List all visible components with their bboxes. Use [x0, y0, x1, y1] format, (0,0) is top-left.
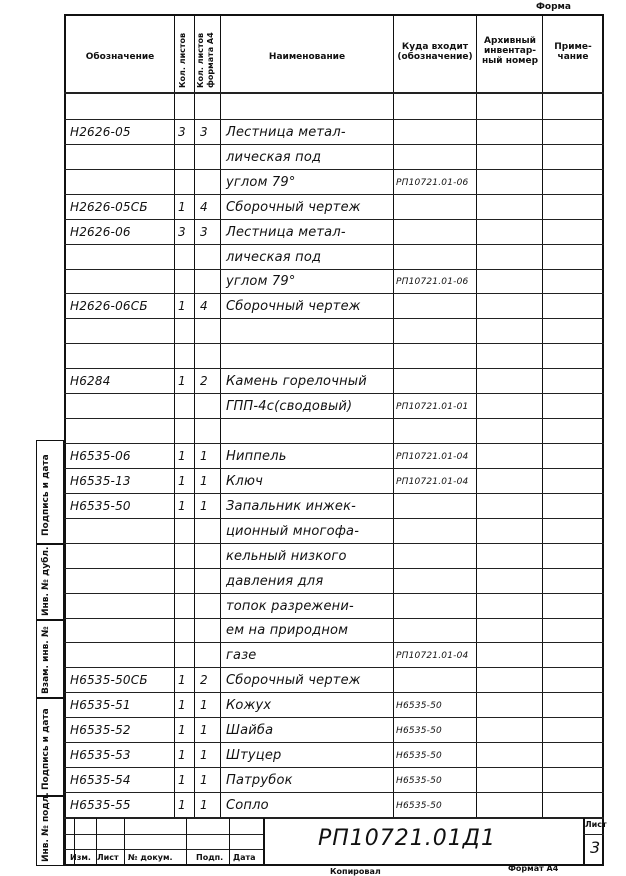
- cell-q2: 4: [200, 299, 208, 313]
- cell-q1: 1: [178, 773, 186, 787]
- forma-label: Форма: [536, 2, 571, 12]
- cell-name: Штуцер: [226, 748, 282, 763]
- cell-designation: Н6535-13: [70, 474, 131, 488]
- side-label-podp-data-2: Подпись и дата: [41, 708, 51, 790]
- cell-q2: 1: [200, 798, 208, 812]
- cell-q2: 1: [200, 698, 208, 712]
- cell-designation: Н2626-05: [70, 125, 131, 139]
- cell-q2: 1: [200, 723, 208, 737]
- header-qty-a4: Кол. листов формата А4: [196, 32, 215, 88]
- header-where-used: Куда входит (обозначение): [397, 42, 473, 62]
- cell-name: Сборочный чертеж: [226, 299, 361, 314]
- cell-designation: Н6284: [70, 374, 111, 388]
- cell-name: Кожух: [226, 698, 272, 713]
- cell-name: Лестница метал-: [226, 125, 346, 140]
- cell-where: РП10721.01-04: [396, 477, 469, 487]
- side-label-podp-data-1: Подпись и дата: [41, 454, 51, 536]
- cell-name: ционный многофа-: [226, 524, 360, 539]
- row-line: [64, 169, 604, 170]
- cell-name: углом 79°: [226, 274, 296, 289]
- side-label-vzam-inv: Взам. инв. №: [41, 626, 51, 694]
- cell-name: Лестница метал-: [226, 225, 346, 240]
- row-line: [64, 692, 604, 693]
- row-line: [64, 667, 604, 668]
- tb-izm-label: Изм.: [70, 853, 91, 862]
- cell-q1: 1: [178, 748, 186, 762]
- row-line: [64, 642, 604, 643]
- spec-sheet-frame: [64, 14, 604, 866]
- tb-sheet-sep: [583, 834, 604, 835]
- tb-data-label: Дата: [233, 853, 256, 862]
- footer-format: Формат А4: [508, 864, 559, 873]
- header-qty-sheets: Кол. листов: [178, 32, 187, 88]
- cell-designation: Н6535-54: [70, 773, 131, 787]
- tb-col-4: [186, 818, 187, 866]
- side-label-inv-dubl: Инв. № дубл.: [41, 546, 51, 616]
- cell-name: ГПП-4с(сводовый): [226, 399, 353, 414]
- cell-where: РП10721.01-01: [396, 402, 469, 412]
- cell-designation: Н6535-50СБ: [70, 673, 148, 687]
- cell-name: давления для: [226, 574, 324, 589]
- cell-q2: 4: [200, 200, 208, 214]
- cell-name: топок разрежени-: [226, 599, 354, 614]
- cell-where: РП10721.01-06: [396, 178, 469, 188]
- cell-where: Н6535-50: [396, 801, 442, 811]
- cell-name: Сопло: [226, 798, 269, 813]
- row-line: [64, 418, 604, 419]
- cell-designation: Н6535-55: [70, 798, 131, 812]
- cell-designation: Н2626-06: [70, 225, 131, 239]
- col-divider-qty1: [174, 15, 175, 817]
- cell-name: Сборочный чертеж: [226, 200, 361, 215]
- col-divider-name: [220, 15, 221, 817]
- header-separator: [64, 92, 604, 94]
- row-line: [64, 269, 604, 270]
- cell-designation: Н6535-52: [70, 723, 131, 737]
- row-line: [64, 792, 604, 793]
- cell-where: РП10721.01-04: [396, 452, 469, 462]
- cell-name: Ниппель: [226, 449, 287, 464]
- cell-q2: 1: [200, 748, 208, 762]
- cell-q2: 1: [200, 499, 208, 513]
- col-divider-archive: [476, 15, 477, 817]
- row-line: [64, 244, 604, 245]
- cell-where: РП10721.01-04: [396, 651, 469, 661]
- cell-designation: Н6535-50: [70, 499, 131, 513]
- cell-q1: 1: [178, 698, 186, 712]
- title-block-top: [64, 817, 604, 819]
- row-line: [64, 393, 604, 394]
- row-line: [64, 618, 604, 619]
- title-block-row-3: [64, 849, 264, 850]
- row-line: [64, 593, 604, 594]
- cell-name: ем на природном: [226, 623, 349, 638]
- row-line: [64, 119, 604, 120]
- cell-designation: Н6535-51: [70, 698, 131, 712]
- cell-q1: 1: [178, 200, 186, 214]
- cell-q1: 1: [178, 374, 186, 388]
- cell-name: Сборочный чертеж: [226, 673, 361, 688]
- cell-name: Ключ: [226, 474, 263, 489]
- cell-name: газе: [226, 648, 257, 663]
- cell-q2: 2: [200, 374, 208, 388]
- tb-col-5: [229, 818, 230, 866]
- cell-designation: Н2626-06СБ: [70, 299, 148, 313]
- side-label-inv-podl: Инв. № подл.: [41, 792, 51, 862]
- cell-name: Камень горелочный: [226, 374, 367, 389]
- cell-name: лическая под: [226, 150, 322, 165]
- row-line: [64, 293, 604, 294]
- tb-list-label: Лист: [97, 853, 119, 862]
- header-designation: Обозначение: [85, 52, 155, 62]
- header-note: Приме-чание: [554, 42, 592, 62]
- row-line: [64, 343, 604, 344]
- tb-col-3: [124, 818, 125, 866]
- title-block-row-2: [64, 834, 264, 835]
- cell-where: Н6535-50: [396, 701, 442, 711]
- cell-name: кельный низкого: [226, 549, 347, 564]
- row-line: [64, 543, 604, 544]
- row-line: [64, 742, 604, 743]
- tb-sheet-label: Лист: [585, 820, 607, 829]
- cell-q1: 3: [178, 125, 186, 139]
- cell-q2: 3: [200, 225, 208, 239]
- cell-q2: 1: [200, 773, 208, 787]
- cell-name: углом 79°: [226, 175, 296, 190]
- header-archive: Архивный инвентар-ный номер: [481, 36, 539, 66]
- cell-q1: 1: [178, 798, 186, 812]
- cell-name: Шайба: [226, 723, 274, 738]
- cell-q2: 1: [200, 474, 208, 488]
- col-divider-note: [542, 15, 543, 817]
- cell-designation: Н2626-05СБ: [70, 200, 148, 214]
- cell-where: Н6535-50: [396, 726, 442, 736]
- row-line: [64, 194, 604, 195]
- cell-where: Н6535-50: [396, 751, 442, 761]
- cell-q1: 1: [178, 499, 186, 513]
- tb-podp-label: Подп.: [196, 853, 224, 862]
- row-line: [64, 767, 604, 768]
- row-line: [64, 493, 604, 494]
- footer-copied: Копировал: [330, 867, 381, 876]
- cell-where: РП10721.01-06: [396, 277, 469, 287]
- cell-q2: 3: [200, 125, 208, 139]
- tb-col-6: [263, 818, 265, 866]
- cell-name: Запальник инжек-: [226, 499, 357, 514]
- col-divider-where: [393, 15, 394, 817]
- cell-designation: Н6535-53: [70, 748, 131, 762]
- sheet-number: 3: [590, 838, 601, 857]
- row-line: [64, 443, 604, 444]
- cell-where: Н6535-50: [396, 776, 442, 786]
- document-number: РП10721.01Д1: [318, 826, 496, 851]
- col-divider-qty2: [194, 15, 195, 817]
- row-line: [64, 318, 604, 319]
- cell-designation: Н6535-06: [70, 449, 131, 463]
- row-line: [64, 468, 604, 469]
- header-name: Наименование: [268, 52, 346, 62]
- cell-name: Патрубок: [226, 773, 293, 788]
- row-line: [64, 368, 604, 369]
- tb-ndokum-label: № докум.: [128, 853, 173, 862]
- cell-q1: 1: [178, 449, 186, 463]
- row-line: [64, 717, 604, 718]
- row-line: [64, 219, 604, 220]
- cell-q1: 1: [178, 474, 186, 488]
- cell-q1: 1: [178, 299, 186, 313]
- cell-q1: 3: [178, 225, 186, 239]
- cell-q1: 1: [178, 723, 186, 737]
- cell-q2: 2: [200, 673, 208, 687]
- cell-q2: 1: [200, 449, 208, 463]
- row-line: [64, 518, 604, 519]
- row-line: [64, 568, 604, 569]
- cell-name: лическая под: [226, 250, 322, 265]
- row-line: [64, 144, 604, 145]
- cell-q1: 1: [178, 673, 186, 687]
